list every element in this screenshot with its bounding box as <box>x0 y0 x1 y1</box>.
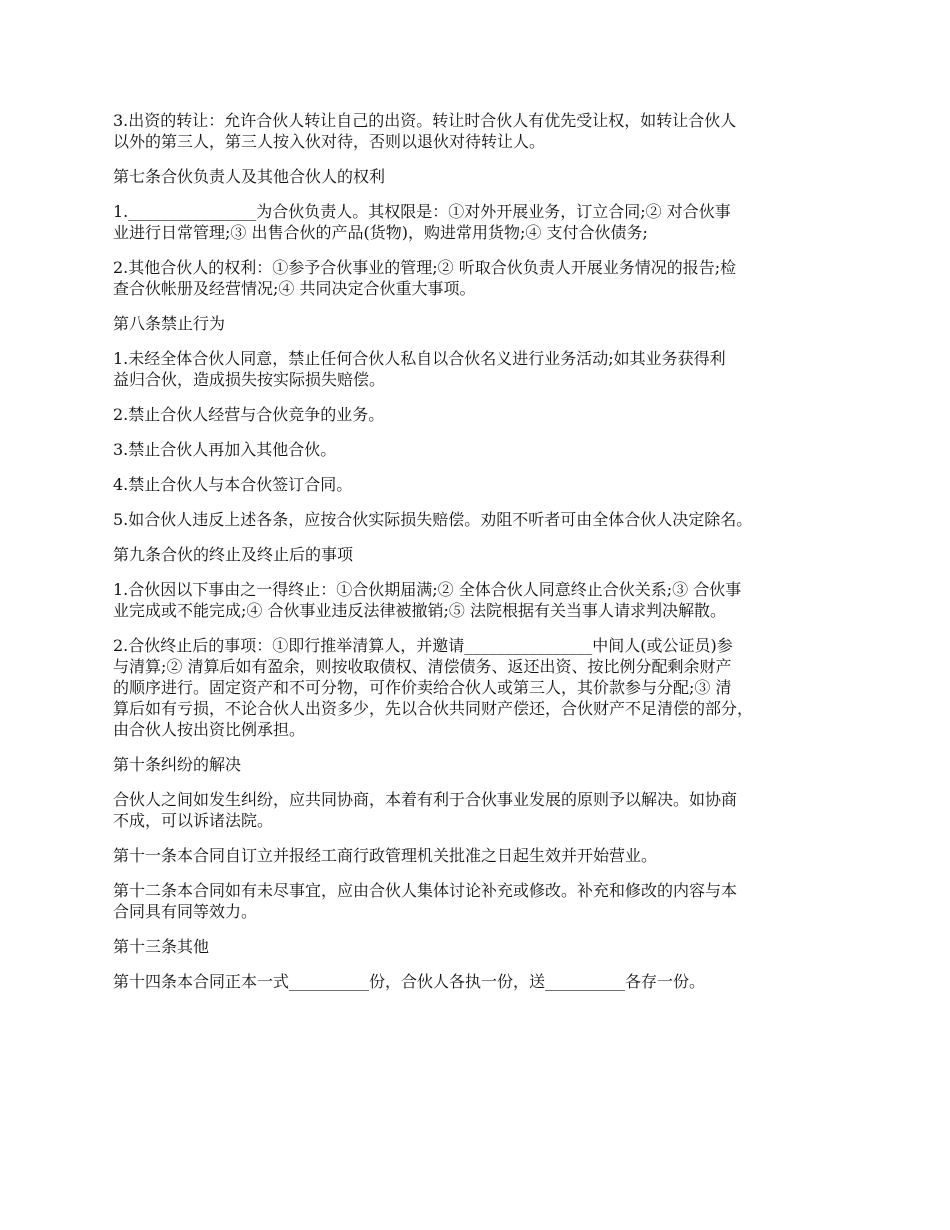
paragraph-transfer-of-capital: 3.出资的转让：允许合伙人转让自己的出资。转让时合伙人有优先受让权，如转让合伙人 以外的第三人，第三人按入伙对待，否则以退伙对待转让人。 <box>113 111 737 151</box>
paragraph-article-14: 第十四条本合同正本一式__________份，合伙人各执一份，送__________各存一份。 <box>113 972 706 991</box>
section-heading-article-8: 第八条禁止行为 <box>113 314 226 333</box>
paragraph-prohibition-1: 1.未经全体合伙人同意，禁止任何合伙人私自以合伙名义进行业务活动;如其业务获得利 益归合伙，造成损失按实际损失赔偿。 <box>113 349 726 389</box>
paragraph-dispute-resolution: 合伙人之间如发生纠纷，应共同协商，本着有利于合伙事业发展的原则予以解决。如协商 不成，可以诉诸法院。 <box>113 790 738 830</box>
paragraph-article-12: 第十二条本合同如有未尽事宜，应由合伙人集体讨论补充或修改。补充和修改的内容与本 合同具有同等效力。 <box>113 881 738 921</box>
section-heading-article-10: 第十条纠纷的解决 <box>113 755 242 774</box>
document-page <box>113 110 853 1006</box>
paragraph-article-11: 第十一条本合同自订立并报经工商行政管理机关批准之日起生效并开始营业。 <box>113 846 658 865</box>
paragraph-other-partner-rights: 2.其他合伙人的权利：①参予合伙事业的管理;② 听取合伙负责人开展业务情况的报告;检 查合伙帐册及经营情况;④ 共同决定合伙重大事项。 <box>113 258 737 298</box>
paragraph-prohibition-4: 4.禁止合伙人与本合伙签订合同。 <box>113 475 353 494</box>
section-heading-article-13: 第十三条其他 <box>113 937 210 956</box>
section-heading-article-9: 第九条合伙的终止及终止后的事项 <box>113 545 354 564</box>
paragraph-prohibition-2: 2.禁止合伙人经营与合伙竞争的业务。 <box>113 405 385 424</box>
paragraph-post-termination: 2.合伙终止后的事项：①即行推举清算人，并邀请________________中间人(或公证员)参 与清算;② 清算后如有盈余，则按收取债权、清偿债务、返还出资、按比例分配剩余财产 的顺序进行。固定资产和不可分物，可作价卖给合伙人或第三人，其价款参与分配;③ 清 算后如有亏损，不论合伙人出资多少，先以合伙共同财产偿还，合伙财产不足清偿的部分， 由合伙人按出资比例承担。 <box>113 636 754 739</box>
paragraph-partnership-leader: 1.________________为合伙负责人。其权限是：①对外开展业务，订立合同;② 对合伙事 业进行日常管理;③ 出售合伙的产品(货物)，购进常用货物;④ 支付合伙债务; <box>113 202 731 242</box>
section-heading-article-7: 第七条合伙负责人及其他合伙人的权利 <box>113 167 386 186</box>
paragraph-termination-causes: 1.合伙因以下事由之一得终止：①合伙期届满;② 全体合伙人同意终止合伙关系;③ 合伙事 业完成或不能完成;④ 合伙事业违反法律被撤销;⑤ 法院根据有关当事人请求判决解散。 <box>113 580 742 620</box>
paragraph-prohibition-3: 3.禁止合伙人再加入其他合伙。 <box>113 440 337 459</box>
paragraph-prohibition-5: 5.如合伙人违反上述各条，应按合伙实际损失赔偿。劝阻不听者可由全体合伙人决定除名。 <box>113 510 753 529</box>
